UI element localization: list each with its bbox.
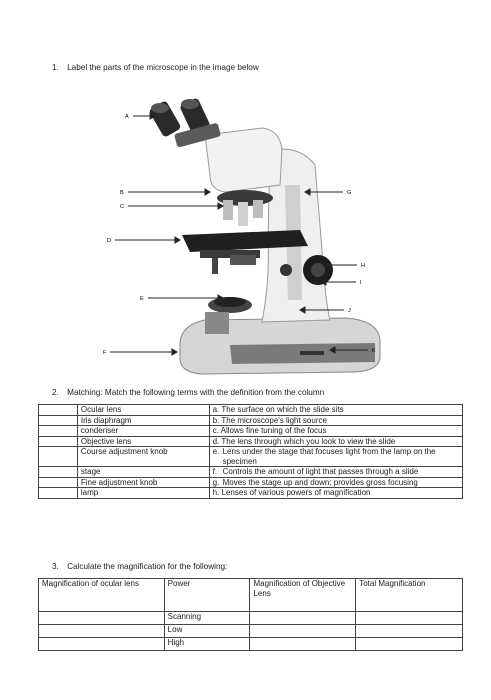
question-3 (52, 562, 227, 571)
fine-adjustment-knob (311, 263, 325, 277)
power-cell: High (164, 638, 250, 651)
blank-cell[interactable] (39, 447, 78, 467)
definition (209, 447, 462, 467)
knob-inner (280, 264, 292, 276)
blank-cell[interactable] (39, 488, 78, 499)
label-i: I (360, 280, 362, 286)
definition-text: Controls the amount of light that passes through a slide (222, 467, 419, 476)
total-cell[interactable] (356, 612, 463, 625)
matching-row (39, 436, 463, 447)
definition-letter: a. (212, 405, 220, 414)
label-b: B (120, 190, 124, 196)
matching-row (39, 405, 463, 416)
objective-cell[interactable] (250, 638, 356, 651)
power-cell: Scanning (164, 612, 250, 625)
magnification-row (39, 625, 463, 638)
blank-cell[interactable] (39, 477, 78, 488)
definition (209, 477, 462, 488)
question-2 (52, 388, 324, 397)
objective-2 (238, 202, 248, 226)
label-c: C (120, 204, 124, 210)
term: Objective lens (77, 436, 209, 447)
definition-text: Allows fine tuning of the focus (220, 426, 327, 435)
ocular-cell[interactable] (39, 612, 165, 625)
matching-row (39, 477, 463, 488)
base-label-block (205, 312, 229, 334)
blank-cell[interactable] (39, 415, 78, 426)
question-2-number: 2. (52, 388, 59, 397)
matching-row (39, 488, 463, 499)
label-d: D (107, 238, 111, 244)
magnification-header-row (39, 579, 463, 612)
power-cell: Low (164, 625, 250, 638)
definition (209, 426, 462, 437)
definition-letter: f. (212, 467, 218, 476)
definition-text: The microscope's light source (221, 415, 327, 425)
term: lamp (77, 488, 209, 499)
definition (209, 488, 462, 499)
blank-cell[interactable] (39, 467, 78, 478)
matching-row (39, 426, 463, 437)
label-g: G (347, 190, 352, 196)
pointer-f-head (172, 349, 177, 355)
eyepiece-left-top (151, 103, 169, 113)
label-a: A (125, 114, 129, 120)
pointer-c-head (218, 203, 223, 209)
magnification-row (39, 638, 463, 651)
question-3-text: Calculate the magnification for the following: (67, 562, 228, 571)
pointer-d-head (175, 237, 180, 243)
ocular-cell[interactable] (39, 638, 165, 651)
definition (209, 436, 462, 447)
term: Course adjustment knob (77, 447, 209, 467)
total-cell[interactable] (356, 638, 463, 651)
label-h: H (361, 263, 365, 269)
question-1-number: 1. (52, 63, 59, 72)
definition-text: The lens through which you look to view the slide (221, 436, 396, 446)
question-2-text: Matching: Match the following terms with the definition from the column (67, 388, 325, 397)
definition (209, 405, 462, 416)
definition (209, 467, 462, 478)
label-f: F (103, 350, 107, 356)
magnification-row (39, 612, 463, 625)
definition-letter: e. (212, 447, 220, 456)
objective-3 (253, 200, 263, 218)
stage-control-rod (212, 258, 218, 274)
definition-letter: c. (212, 426, 219, 435)
eyepiece-right-top (181, 99, 199, 109)
total-cell[interactable] (356, 625, 463, 638)
definition-letter: g. (212, 477, 220, 487)
objective-cell[interactable] (250, 625, 356, 638)
matching-row (39, 415, 463, 426)
label-e: E (140, 296, 144, 302)
objective-cell[interactable] (250, 612, 356, 625)
matching-row (39, 467, 463, 478)
ocular-cell[interactable] (39, 625, 165, 638)
blank-cell[interactable] (39, 436, 78, 447)
definition-letter: b. (212, 415, 220, 425)
label-k: K (372, 348, 376, 354)
header-total: Total Magnification (356, 579, 463, 612)
matching-row (39, 447, 463, 467)
term: Iris diaphragm (77, 415, 209, 426)
definition-text: Lens under the stage that focuses light from the lamp on the specimen (222, 447, 436, 466)
blank-cell[interactable] (39, 405, 78, 416)
microscope-head (205, 128, 282, 192)
matching-table (38, 404, 463, 499)
definition-text: Lenses of various powers of magnification (221, 488, 371, 497)
label-j: J (348, 308, 351, 314)
header-ocular: Magnification of ocular lens (39, 579, 165, 612)
header-power: Power (164, 579, 250, 612)
definition-letter: h. (212, 488, 220, 497)
definition-text: Moves the stage up and down; provides gross focusing (222, 477, 418, 487)
definition (209, 415, 462, 426)
term: condenser (77, 426, 209, 437)
question-1-text: Label the parts of the microscope in the image below (67, 63, 259, 72)
base-switch (300, 351, 324, 355)
term: stage (77, 467, 209, 478)
blank-cell[interactable] (39, 426, 78, 437)
term: Fine adjustment knob (77, 477, 209, 488)
pointer-b-head (205, 189, 210, 195)
definition-text: The surface on which the slide sits (221, 405, 344, 414)
magnification-table (38, 578, 463, 651)
question-3-number: 3. (52, 562, 59, 571)
objective-1 (223, 200, 233, 220)
definition-letter: d. (212, 436, 220, 446)
header-objective: Magnification of Objective Lens (250, 579, 356, 612)
condenser (230, 255, 256, 265)
term: Ocular lens (77, 405, 209, 416)
